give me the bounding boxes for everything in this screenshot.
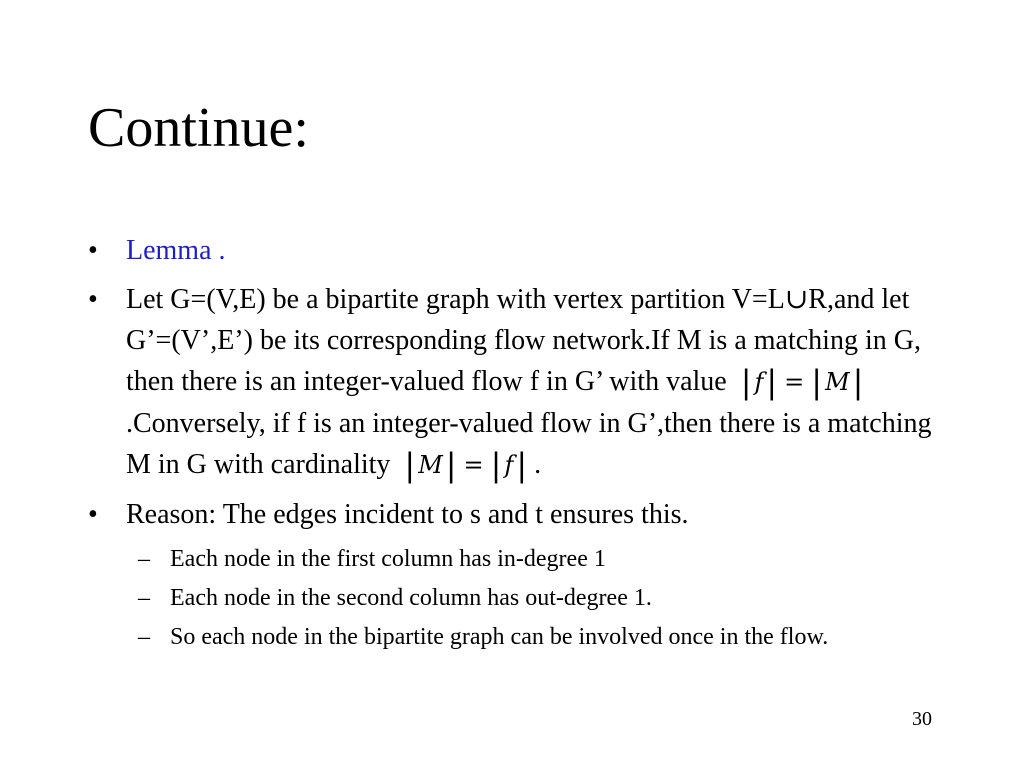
union-symbol: ∪ (784, 284, 809, 315)
math-right: f (504, 451, 514, 479)
math-left: f (754, 368, 764, 396)
equation-flow-equals-matching: | f| = | M| (740, 363, 864, 401)
sub-bullet-marker: – (138, 585, 150, 611)
sub-bullet-involved-once (88, 621, 938, 654)
bullet-marker: • (88, 284, 98, 315)
math-left: M (418, 451, 443, 479)
sub-bullet-marker: – (138, 624, 150, 650)
slide-title: Continue: (88, 97, 309, 159)
sub-bullet-out-degree (88, 582, 938, 615)
bullet-marker: • (88, 235, 98, 266)
statement-text-3: .Conversely, if f is an integer-valued flow in G’,then there is a matching M in G with cardinality (126, 408, 932, 480)
statement-text-2: R,and let G’=(V’,E’) be its corresponding flow network.If M is a matching in G, then there is an integer-valued flow f in G’ with value (126, 284, 921, 397)
statement-text-4: . (534, 449, 542, 480)
bullet-reason (88, 494, 938, 535)
reason-text: Reason: The edges incident to s and t ensures this. (126, 499, 689, 530)
sub-bullet-text: Each node in the second column has out-degree 1. (170, 585, 652, 611)
bullet-marker: • (88, 499, 98, 530)
slide-number: 30 (912, 708, 932, 730)
sub-bullet-in-degree (88, 543, 938, 576)
bullet-lemma (88, 230, 938, 271)
sub-bullet-text: Each node in the first column has in-degree 1 (170, 546, 606, 572)
statement-text-1: Let G=(V,E) be a bipartite graph with vertex partition V=L (126, 284, 785, 315)
slide-content (88, 230, 938, 660)
sub-bullet-text: So each node in the bipartite graph can be involved once in the flow. (170, 624, 829, 650)
bullet-statement (88, 279, 938, 486)
equation-matching-equals-flow: | M| = | f| (404, 446, 528, 484)
math-eq: = (784, 368, 805, 396)
sub-bullet-marker: – (138, 546, 150, 572)
lemma-label: Lemma . (126, 235, 226, 266)
math-right: M (825, 368, 850, 396)
math-eq: = (463, 451, 484, 479)
